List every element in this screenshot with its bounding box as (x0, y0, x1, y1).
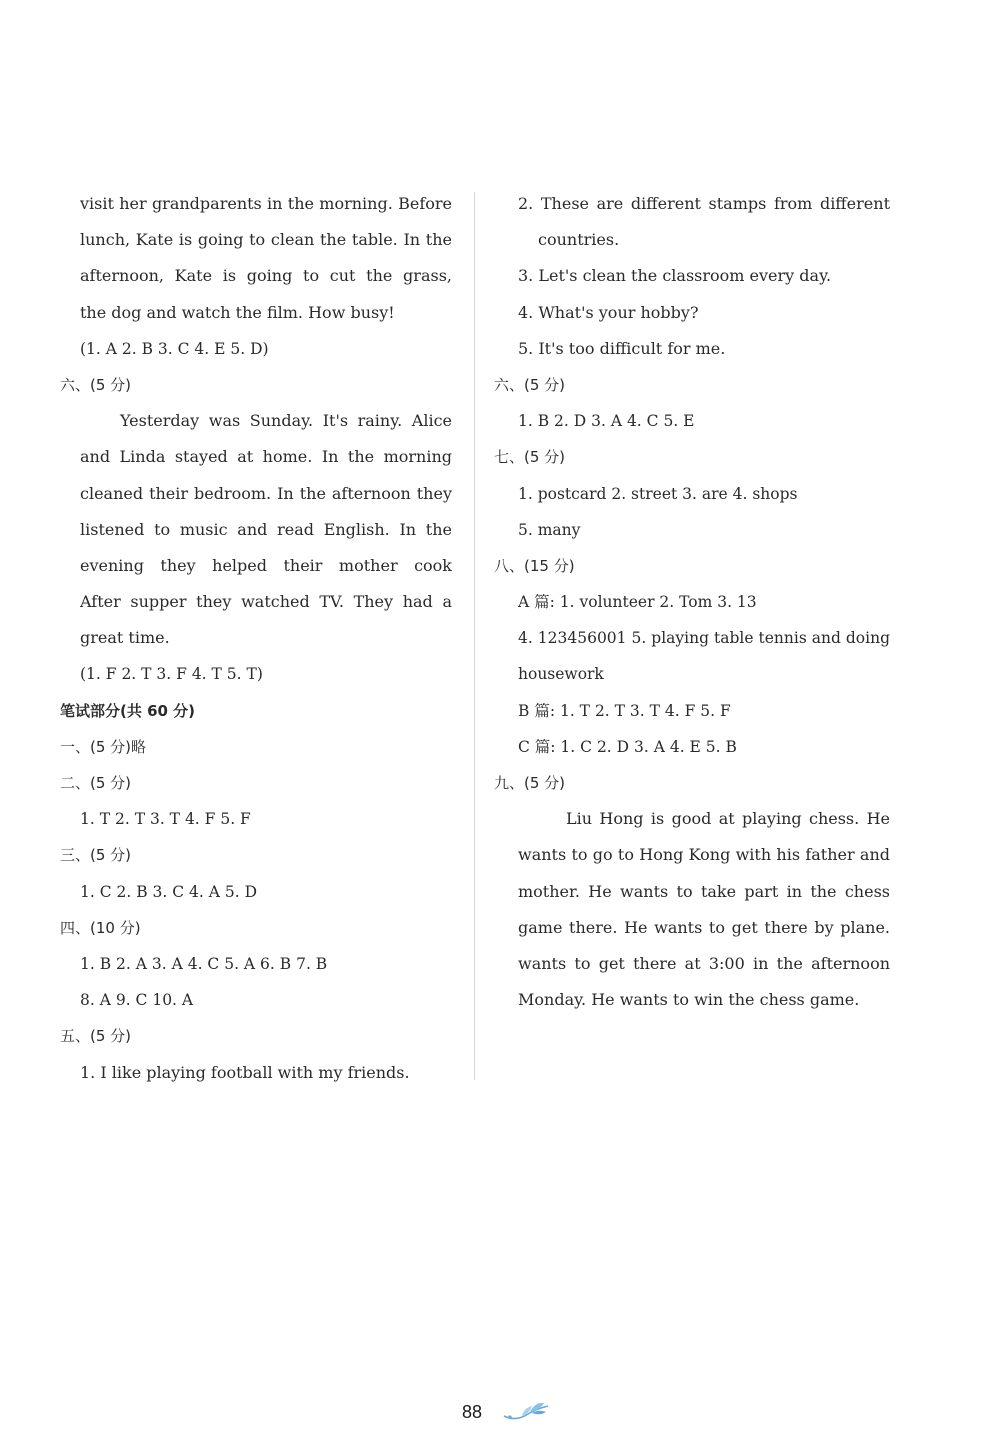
section-8-a-answers: housework (518, 665, 604, 684)
page-number: 88 (462, 1402, 483, 1422)
passage-line: Liu Hong is good at playing chess. He (566, 809, 890, 829)
section-6-answers: 1. B 2. D 3. A 4. C 5. E (518, 412, 695, 431)
section-8-b-answers: B 篇: 1. T 2. T 3. T 4. F 5. F (518, 701, 731, 720)
leaf-ornament-icon (502, 1400, 552, 1424)
section-heading-7: 七、(5 分) (494, 448, 566, 467)
passage-line: mother. He wants to take part in the chess (518, 881, 890, 901)
section-5-item: countries. (538, 230, 620, 250)
passage-line: listened to music and read English. In the (80, 519, 452, 539)
passage-line: afternoon, Kate is going to cut the grass, (80, 266, 452, 286)
section-5-item: 1. I like playing football with my friends. (80, 1062, 410, 1082)
passage-line: cleaned their bedroom. In the afternoon they (80, 483, 452, 503)
section-heading-3: 三、(5 分) (60, 846, 132, 865)
section-2-answers: 1. T 2. T 3. T 4. F 5. F (80, 810, 251, 829)
section-5-item: 2. These are different stamps from different (518, 194, 890, 213)
passage-line: After supper they watched TV. They had a (80, 592, 452, 612)
passage-line: the dog and watch the film. How busy! (80, 302, 395, 322)
section-heading-1: 一、(5 分)略 (60, 737, 147, 756)
section-5-item: 3. Let's clean the classroom every day. (518, 266, 832, 286)
passage-line: visit her grandparents in the morning. Before (80, 194, 452, 213)
section-heading-9: 九、(5 分) (494, 774, 566, 792)
section-heading-5: 五、(5 分) (60, 1027, 132, 1046)
passage-line: lunch, Kate is going to clean the table. In the (80, 230, 452, 250)
passage-line: wants to go to Hong Kong with his father and (518, 845, 890, 865)
section-3-answers: 1. C 2. B 3. C 4. A 5. D (80, 882, 258, 901)
column-divider (474, 192, 475, 1080)
section-7-answers: 5. many (518, 520, 581, 539)
passage-line: great time. (80, 628, 170, 648)
passage-line: wants to get there at 3:00 in the afternoon (518, 953, 890, 973)
passage-answers: (1. A 2. B 3. C 4. E 5. D) (80, 339, 269, 358)
section-8-a-answers: 4. 123456001 5. playing table tennis and doing (518, 629, 890, 648)
passage-line: Yesterday was Sunday. It's rainy. Alice (120, 411, 452, 431)
passage-line: Monday. He wants to win the chess game. (518, 990, 860, 1010)
section-8-c-answers: C 篇: 1. C 2. D 3. A 4. E 5. B (518, 737, 737, 756)
section-7-answers: 1. postcard 2. street 3. are 4. shops (518, 484, 798, 503)
section-heading-6: 六、(5 分) (494, 375, 566, 394)
section-8-a-answers: A 篇: 1. volunteer 2. Tom 3. 13 (518, 593, 757, 612)
section-heading-2: 二、(5 分) (60, 774, 132, 792)
passage-line: and Linda stayed at home. In the morning (80, 447, 452, 467)
section-heading-8: 八、(15 分) (494, 556, 575, 575)
passage-line: evening they helped their mother cook (80, 555, 452, 575)
section-4-answers: 1. B 2. A 3. A 4. C 5. A 6. B 7. B (80, 954, 328, 973)
section-5-item: 4. What's your hobby? (518, 302, 699, 322)
right-column (494, 186, 890, 1018)
passage-answers: (1. F 2. T 3. F 4. T 5. T) (80, 665, 263, 684)
left-column (60, 186, 452, 1091)
section-heading-6: 六、(5 分) (60, 375, 132, 394)
written-part-heading: 笔试部分(共 60 分) (60, 701, 196, 720)
section-heading-4: 四、(10 分) (60, 918, 141, 937)
section-5-item: 5. It's too difficult for me. (518, 338, 726, 358)
section-4-answers: 8. A 9. C 10. A (80, 991, 194, 1010)
passage-line: game there. He wants to get there by plane. (518, 917, 890, 937)
